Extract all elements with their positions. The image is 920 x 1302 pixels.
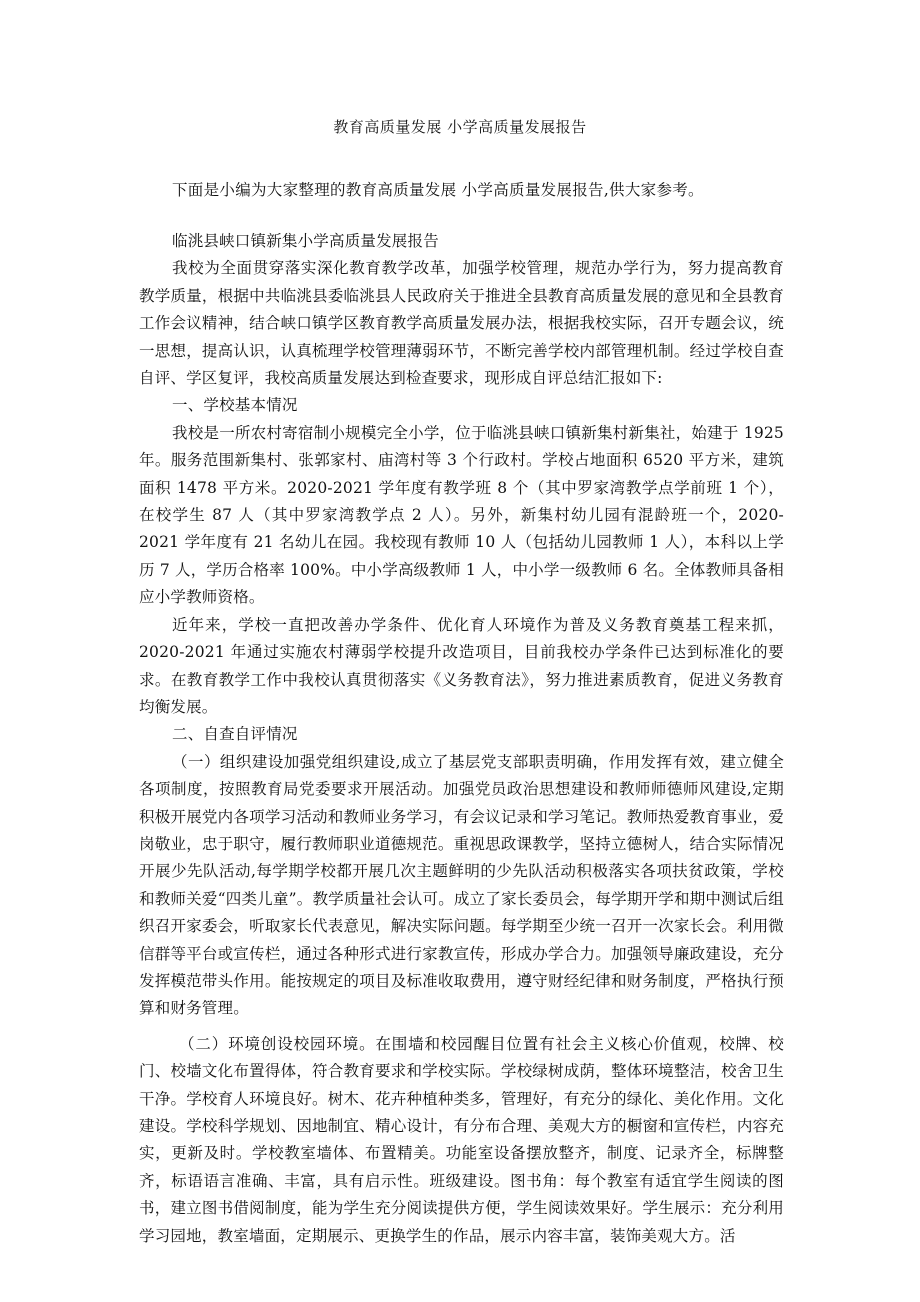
section-heading-basic: 一、学校基本情况	[172, 396, 298, 415]
opening-paragraph: 我校为全面贯穿落实深化教育教学改革，加强学校管理，规范办学行为，努力提高教育教学质量，根据中共临洮县委临洮县人民政府关于推进全县教育高质量发展的意见和全县教育工作会议精神，结合峡口镇学区教育教学高质量发展办法，根据我校实际，召开专题会议，统一思想，提高认识，认真梳理学校管理薄弱环节，不断完善学校内部管理机制。经过学校自查自评、学区复评，我校高质量发展达到检查要求，现形成自评总结汇报如下:	[139, 259, 784, 388]
intro-paragraph: 下面是小编为大家整理的教育高质量发展 小学高质量发展报告,供大家参考。	[172, 181, 704, 199]
report-title: 临洮县峡口镇新集小学高质量发展报告	[172, 232, 439, 250]
environment-paragraph: （二）环境创设校园环境。在围墙和校园醒目位置有社会主义核心价值观，校牌、校门、校墙文化布置得体，符合教育要求和学校实际。学校绿树成荫，整体环境整洁，校舍卫生干净。学校育人环境良好。树木、花卉种植种类多，管理好，有充分的绿化、美化作用。文化建设。学校科学规划、因地制宜、精心设计，有分布合理、美观大方的橱窗和宣传栏，内容充实，更新及时。学校教室墙体、布置精美。功能室设备摆放整齐，制度、记录齐全，标牌整齐，标语语言准确、丰富，具有启示性。班级建设。图书角：每个教室有适宜学生阅读的图书，建立图书借阅制度，能为学生充分阅读提供方便，学生阅读效果好。学生展示：充分利用学习园地，教室墙面，定期展示、更换学生的作品，展示内容丰富，装饰美观大方。活	[139, 1034, 784, 1245]
basic-info-paragraph: 我校是一所农村寄宿制小规模完全小学，位于临洮县峡口镇新集村新集社，始建于 1925 年。服务范围新集村、张郭家村、庙湾村等 3 个行政村。学校占地面积 6520 平方米，建筑面积 1478 平方米。2020-2021 学年度有教学班 8 个（其中罗家湾教学点学前班 1 个），在校学生 87 人（其中罗家湾教学点 2 人）。另外，新集村幼儿园有混龄班一个，2020-2021 学年度有 21 名幼儿在园。我校现有教师 10 人（包括幼儿园教师 1 人），本科以上学历 7 人，学历合格率 100%。中小学高级教师 1 人，中小学一级教师 6 名。全体教师具备相应小学教师资格。	[139, 423, 784, 607]
organization-paragraph: （一）组织建设加强党组织建设,成立了基层党支部职责明确，作用发挥有效，建立健全各项制度，按照教育局党委要求开展活动。加强党员政治思想建设和教师师德师风建设,定期积极开展党内各项学习活动和教师业务学习，有会议记录和学习笔记。教师热爱教育事业，爱岗敬业，忠于职守，履行教师职业道德规范。重视思政课教学，坚持立德树人，结合实际情况开展少先队活动,每学期学校都开展几次主题鲜明的少先队活动积极落实各项扶贫政策，学校和教师关爱“四类儿童”。教学质量社会认可。成立了家长委员会，每学期开学和期中测试后组织召开家委会，听取家长代表意见，解决实际问题。每学期至少统一召开一次家长会。利用微信群等平台或宣传栏，通过各种形式进行家教宣传，形成办学合力。加强领导廉政建设，充分发挥模范带头作用。能按规定的项目及标准收取费用，遵守财经纪律和财务制度，严格执行预算和财务管理。	[139, 752, 784, 1018]
recent-years-paragraph: 近年来，学校一直把改善办学条件、优化育人环境作为普及义务教育奠基工程来抓，2020-2021 年通过实施农村薄弱学校提升改造项目，目前我校办学条件已达到标准化的要求。在教育教学工作中我校认真贯彻落实《义务教育法》，努力推进素质教育，促进义务教育均衡发展。	[139, 615, 784, 716]
report-body	[139, 228, 784, 1250]
document-title: 教育高质量发展 小学高质量发展报告	[333, 118, 587, 136]
section-heading-self-assessment: 二、自查自评情况	[172, 725, 298, 744]
